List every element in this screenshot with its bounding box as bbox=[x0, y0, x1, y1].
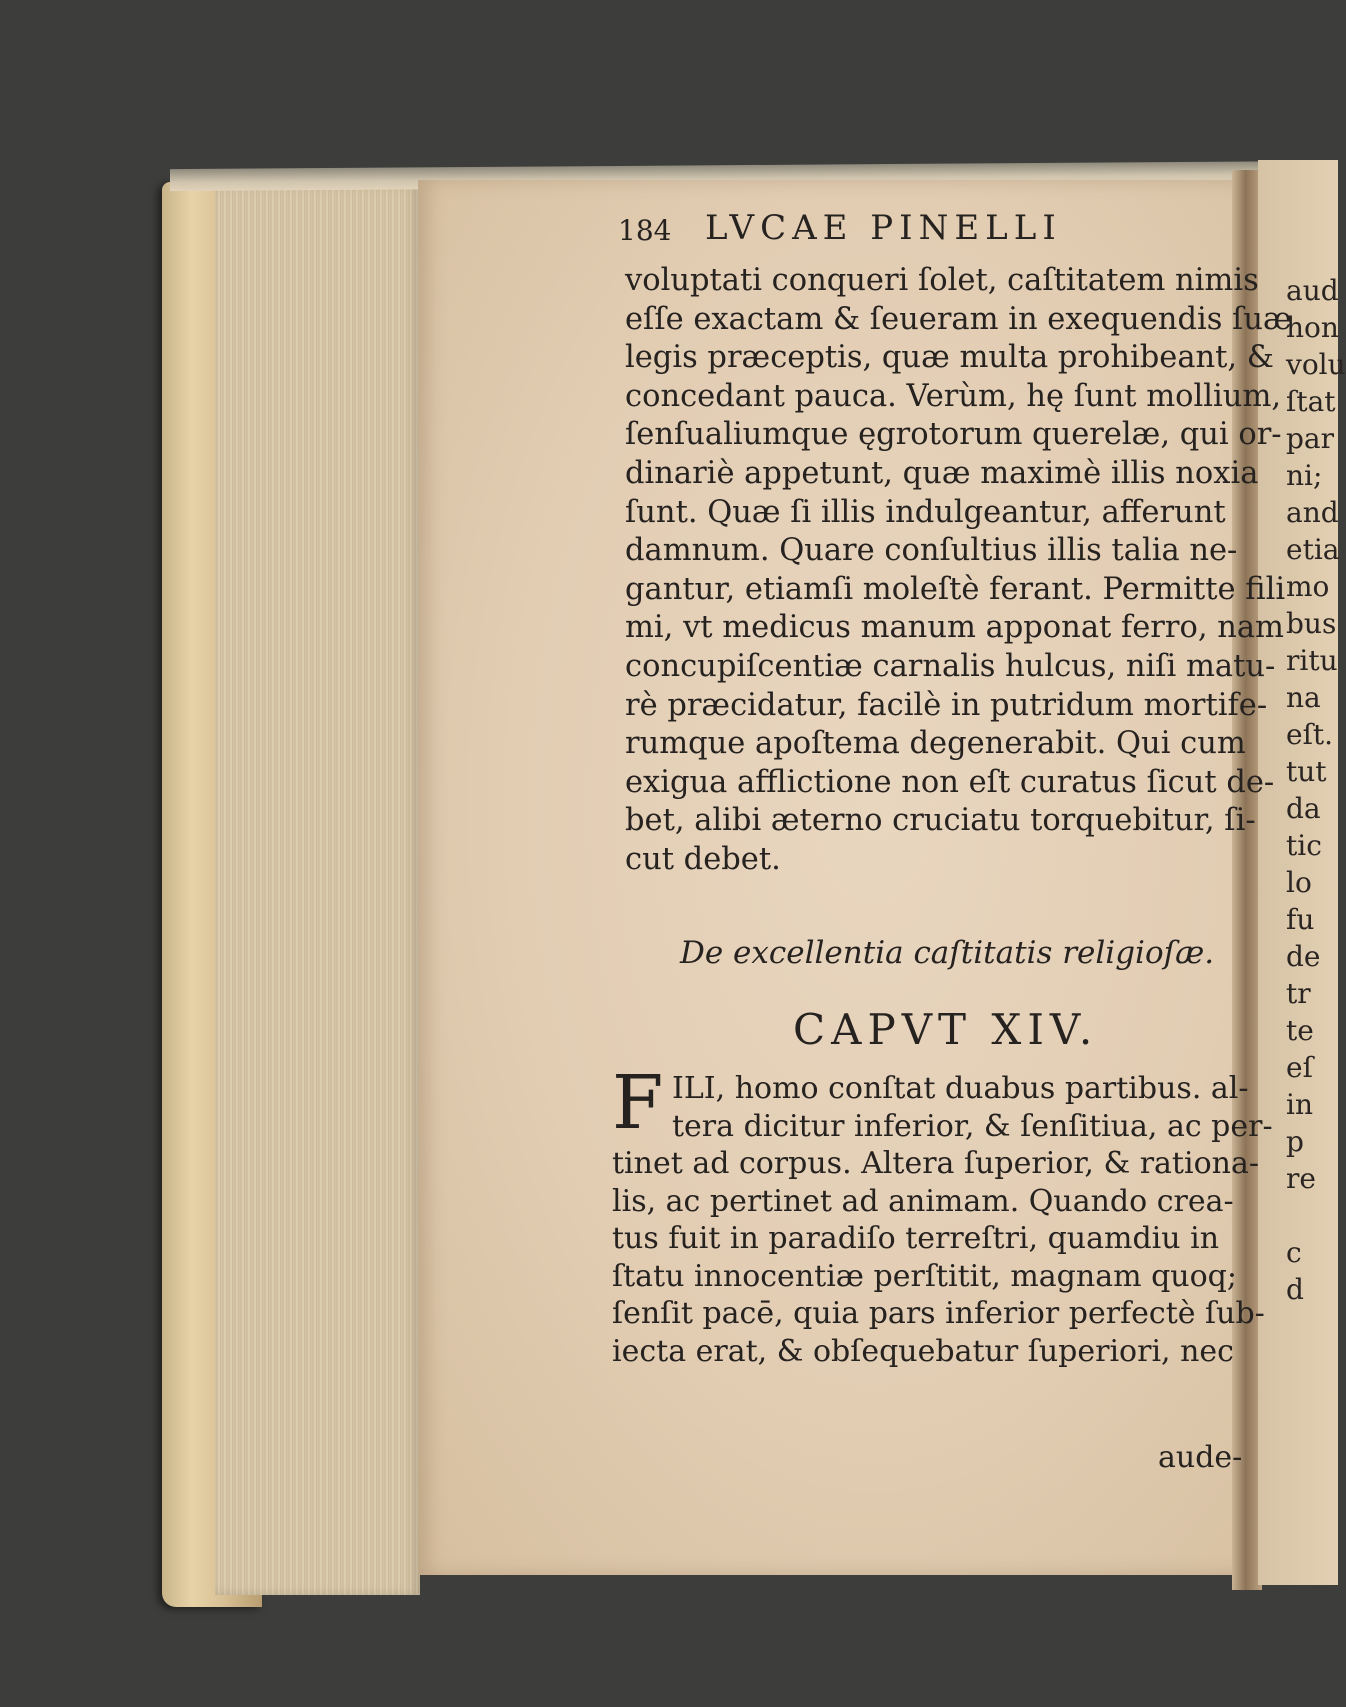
text-line: tus fuit in paradiſo terreſtri, quamdiu in bbox=[612, 1221, 1220, 1256]
text-line: gantur, etiamſi moleſtè ferant. Permitte fili bbox=[625, 571, 1286, 607]
text-line: ſtatu innocentiæ perſtitit, magnam quoq; bbox=[612, 1258, 1237, 1294]
fragment-line: tic bbox=[1286, 829, 1322, 862]
fragment-line: na bbox=[1286, 681, 1321, 714]
text-line: eſſe exactam & ſeueram in exequendis ſuæ bbox=[625, 301, 1292, 337]
chapter-text bbox=[612, 1070, 1273, 1370]
fragment-line: re bbox=[1286, 1162, 1316, 1195]
fragment-line: lo bbox=[1286, 866, 1312, 899]
text-line: cut debet. bbox=[625, 841, 781, 877]
fragment-line: bus bbox=[1286, 607, 1337, 640]
fragment-line: te bbox=[1286, 1014, 1314, 1047]
text-line: concupiſcentiæ carnalis hulcus, niſi matu- bbox=[625, 648, 1276, 684]
chapter-heading: CAPVT XIV. bbox=[793, 1005, 1099, 1054]
text-line: tera dicitur inferior, & ſenſitiua, ac per- bbox=[672, 1108, 1273, 1144]
catchword: aude- bbox=[1158, 1440, 1243, 1475]
text-line: voluptati conqueri ſolet, caſtitatem nimis bbox=[625, 263, 1259, 298]
fragment-line: aud bbox=[1286, 274, 1339, 307]
fragment-line: and bbox=[1286, 496, 1339, 529]
text-line: exigua afflictione non eſt curatus ſicut de- bbox=[625, 764, 1275, 800]
fragment-line: hon bbox=[1286, 311, 1339, 344]
fragment-line: mo bbox=[1286, 570, 1330, 603]
text-line: concedant pauca. Verùm, hę ſunt mollium, bbox=[625, 378, 1282, 414]
text-line: damnum. Quare conſultius illis talia ne- bbox=[625, 533, 1238, 569]
text-line: legis præceptis, quæ multa prohibeant, & bbox=[625, 340, 1274, 376]
fragment-line: tr bbox=[1286, 977, 1311, 1010]
fragment-line: par bbox=[1286, 422, 1335, 455]
text-line: tinet ad corpus. Altera ſuperior, & rationa- bbox=[612, 1146, 1259, 1181]
fragment-line: ſtat bbox=[1286, 385, 1336, 418]
body-text bbox=[625, 262, 1292, 880]
text-line: mi, vt medicus manum apponat ferro, nam bbox=[625, 610, 1284, 646]
running-head: LVCAE PINELLI bbox=[705, 208, 1062, 248]
text-line: ſenſualiumque ęgrotorum querelæ, qui or- bbox=[625, 417, 1282, 453]
page-stack bbox=[215, 185, 420, 1595]
fragment-line: eſt. bbox=[1286, 718, 1334, 751]
fragment-line: tut bbox=[1286, 755, 1327, 788]
fragment-line: volu bbox=[1286, 348, 1346, 381]
fragment-line: etia bbox=[1286, 533, 1340, 566]
text-line: rumque apoſtema degenerabit. Qui cum bbox=[625, 726, 1246, 762]
fragment-line bbox=[1286, 1197, 1346, 1234]
fragment-line: c bbox=[1286, 1236, 1302, 1269]
text-line: lis, ac pertinet ad animam. Quando crea- bbox=[612, 1183, 1234, 1219]
fragment-line: ritu bbox=[1286, 644, 1338, 677]
fragment-line: de bbox=[1286, 940, 1321, 973]
fragment-line: p bbox=[1286, 1125, 1304, 1158]
fragment-line: da bbox=[1286, 792, 1321, 825]
text-line: ſunt. Quæ ſi illis indulgeantur, afferunt bbox=[625, 494, 1226, 530]
next-page-fragments bbox=[1286, 272, 1346, 1308]
fragment-line: eſ bbox=[1286, 1051, 1313, 1084]
fragment-line: fu bbox=[1286, 903, 1315, 936]
chapter-subtitle: De excellentia caſtitatis religioſæ. bbox=[680, 935, 1215, 971]
text-line: bet, alibi æterno cruciatu torquebitur, ſi- bbox=[625, 803, 1256, 839]
fragment-line: d bbox=[1286, 1273, 1304, 1306]
text-line: rè præcidatur, facilè in putridum mortife- bbox=[625, 687, 1268, 723]
text-line: ſenſit pacē, quia pars inferior perfectè ſub- bbox=[612, 1296, 1265, 1331]
fragment-line: ni; bbox=[1286, 459, 1323, 492]
fragment-line: in bbox=[1286, 1088, 1313, 1121]
drop-cap: F bbox=[612, 1060, 664, 1146]
page-number: 184 bbox=[618, 214, 672, 247]
text-line: dinariè appetunt, quæ maximè illis noxia bbox=[625, 455, 1259, 491]
text-line: iecta erat, & obſequebatur ſuperiori, nec bbox=[612, 1333, 1234, 1369]
text-line: ILI, homo conſtat duabus partibus. al- bbox=[672, 1071, 1249, 1106]
